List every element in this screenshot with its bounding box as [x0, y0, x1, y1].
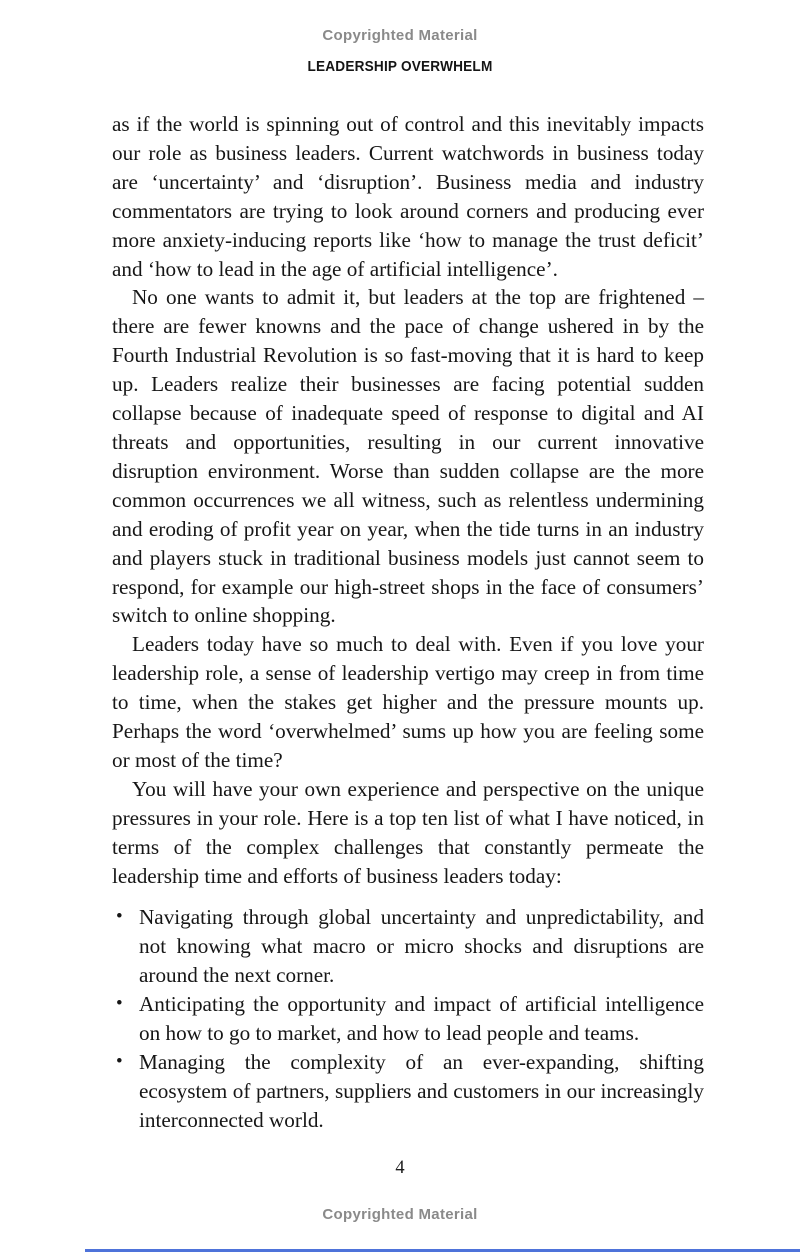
list-item [112, 1048, 704, 1135]
list-item-text: Navigating through global uncertainty and unpredictability, and not knowing what macro or micro shocks and disruptions are around the next corner. [139, 905, 704, 988]
body-text [112, 110, 704, 1135]
list-item [112, 903, 704, 990]
page-number: 4 [395, 1158, 405, 1178]
bullet-icon: • [116, 1051, 123, 1072]
list-item [112, 990, 704, 1048]
paragraph-2: No one wants to admit it, but leaders at the top are frightened – there are fewer knowns and the pace of change ushered in by the Fourth Industrial Revolution is so fast-moving that it is hard to keep up. Leaders realize their businesses are facing potential sudden collapse because of inadequate speed of response to digital and AI threats and opportunities, resulting in our current innovative disruption environment. Worse than sudden collapse are the more common occurrences we all witness, such as relentless undermining and eroding of profit year on year, when the tide turns in an industry and players stuck in traditional business models just cannot seem to respond, for example our high-street shops in the face of consumers’ switch to online shopping. [112, 285, 704, 628]
list-item-text: Managing the complexity of an ever-expanding, shifting ecosystem of partners, suppliers and customers in our increasingly interconnected world. [139, 1050, 704, 1132]
paragraph-3: Leaders today have so much to deal with. Even if you love your leadership role, a sense of leadership vertigo may creep in from time to time, when the stakes get higher and the pressure mounts up. Perhaps the word ‘overwhelmed’ sums up how you are feeling some or most of the time? [112, 632, 704, 772]
bullet-icon: • [116, 906, 123, 928]
running-head: LEADERSHIP OVERWHELM [307, 59, 493, 75]
bullet-list [112, 903, 704, 1134]
list-item-text: Anticipating the opportunity and impact of artificial intelligence on how to go to market, and how to lead people and teams. [139, 992, 704, 1046]
copyright-notice-top: Copyrighted Material [322, 27, 478, 44]
copyright-notice-bottom: Copyrighted Material [322, 1206, 478, 1223]
paragraph-1: as if the world is spinning out of control and this inevitably impacts our role as business leaders. Current watchwords in business today are ‘uncertainty’ and ‘disruption’. Business media and industry commentators are trying to look around corners and producing ever more anxiety-inducing reports like ‘how to manage the trust deficit’ and ‘how to lead in the age of artificial intelligence’. [112, 112, 704, 281]
bullet-icon: • [116, 993, 123, 1015]
paragraph-4: You will have your own experience and perspective on the unique pressures in your role. Here is a top ten list of what I have noticed, in terms of the complex challenges that constantly permeate the leadership time and efforts of business leaders today: [112, 776, 704, 888]
